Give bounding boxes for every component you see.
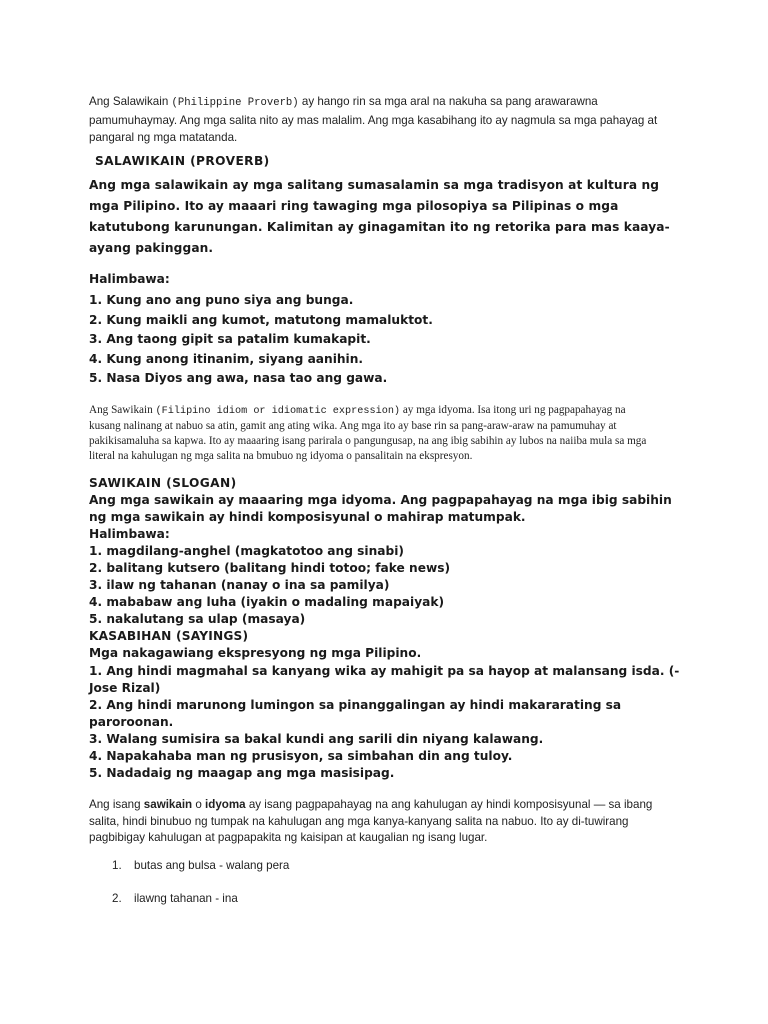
list-item <box>112 892 238 905</box>
kasabihan-heading: KASABIHAN (SAYINGS) <box>89 629 249 643</box>
sawikain-examples-list <box>89 543 679 628</box>
list-number: 1. <box>112 859 122 872</box>
list-item: 3. Ang taong gipit sa patalim kumakapit. <box>89 332 371 346</box>
list-text: ilawng tahanan - ina <box>134 892 238 905</box>
sawikain-intro-paragraph: Ang Sawikain (Filipino idiom or idiomatic expression) ay mga idyoma. Isa itong uri ng pagpapahayag na kusang nalinang at nabuo sa atin, gamit ang ating wika. Ang mga ito ay base rin sa pang-araw-araw na pamumuhay at pakikisamaluha sa kapwa. Ito ay maaaring isang parirala o pangungusap, na ang ibig sabihin ay lubos na naiiba mula sa mga literal na kahulugan ng mga salita na bmubuo ng idyoma o pansalitain na ekspresyon. <box>89 404 647 462</box>
list-item: 1. Kung ano ang puno siya ang bunga. <box>89 293 354 307</box>
intro-mono-term: (Philippine Proverb) <box>171 97 299 109</box>
list-item: 1. magdilang-anghel (magkatotoo ang sinabi) <box>89 544 404 558</box>
salawikain-halimbawa-label: Halimbawa: <box>89 272 170 286</box>
salawikain-examples-list <box>89 291 679 389</box>
list-item: 2. Ang hindi marunong lumingon sa pinanggalingan ay hindi makararating sa <box>89 698 622 712</box>
list-item: 4. Kung anong itinanim, siyang aanihin. <box>89 351 364 366</box>
sawikain-paragraph: Ang mga sawikain ay maaaring mga idyoma. Ang pagpapahayag na mga ibig sabihin ng mga sawikain ay hindi komposisyunal o mahirap matumpak. <box>89 493 672 524</box>
salawikain-paragraph: Ang mga salawikain ay mga salitang sumasalamin sa mga tradisyon at kultura ng mga Pilipino. Ito ay maaari ring tawaging mga pilosopiya sa Pilipinas o mga katutubong karunungan. Kalimitan ay ginagamitan ito ng retorika para mas kaaya- ayang pakinggan. <box>89 178 670 255</box>
list-text: butas ang bulsa - walang pera <box>134 859 290 872</box>
list-item: 1. Ang hindi magmahal sa kanyang wika ay mahigit pa sa hayop at malansang isda. (- <box>89 664 680 678</box>
list-item: Jose Rizal) <box>89 681 161 695</box>
list-item: 3. Walang sumisira sa bakal kundi ang sarili din niyang kalawang. <box>89 732 544 746</box>
salawikain-intro-paragraph <box>89 93 679 146</box>
idyoma-term: idyoma <box>205 798 246 811</box>
list-item: 5. nakalutang sa ulap (masaya) <box>89 612 306 626</box>
list-item: paroroonan. <box>89 715 174 729</box>
list-item: 5. Nadadaig ng maagap ang mga masisipag. <box>89 766 395 780</box>
kasabihan-examples-list <box>89 663 679 782</box>
intro-line-3: pangaral ng mga matatanda. <box>89 131 238 144</box>
list-item: 2. Kung maikli ang kumot, matutong mamaluktot. <box>89 312 433 327</box>
salawikain-heading: SALAWIKAIN (PROVERB) <box>95 154 270 168</box>
sawikain-term: sawikain <box>143 798 193 811</box>
kasabihan-paragraph: Mga nakagawiang ekspresyong ng mga Pilipino. <box>89 646 422 660</box>
list-item: 4. Napakahaba man ng prusisyon, sa simbahan din ang tuloy. <box>89 749 513 763</box>
list-item <box>112 859 289 872</box>
sawikain-heading: SAWIKAIN (SLOGAN) <box>89 476 237 490</box>
list-item: 4. mababaw ang luha (iyakin o madaling mapaiyak) <box>89 595 445 609</box>
intro-line-1: Ang Salawikain (Philippine Proverb) ay hango rin sa mga aral na nakuha sa pang arawarawna <box>89 95 598 109</box>
sawikain-mono-term: (Filipino idiom or idiomatic expression) <box>155 406 401 417</box>
intro-line-2: pamumuhaymay. Ang mga salita nito ay mas malalim. Ang mga kasabihang ito ay nagmula sa mga pahayag at <box>89 114 658 127</box>
list-item: 5. Nasa Diyos ang awa, nasa tao ang gawa. <box>89 371 388 385</box>
list-item: 2. balitang kutsero (balitang hindi totoo; fake news) <box>89 561 451 575</box>
sawikain-halimbawa-label: Halimbawa: <box>89 527 170 541</box>
idyoma-definition-paragraph: Ang isang sawikain o idyoma ay isang pagpapahayag na ang kahulugan ay hindi komposisyunal — sa ibang salita, hindi binubuo ng tumpak na kahulugan ang mga kanya-kanyang salita na nabuo. Ito ay di-tuwirang pagbibigay kahulugan at pagpapakita ng kaisipan at kaugalian ng isang lugar. <box>89 798 653 844</box>
list-item: 3. ilaw ng tahanan (nanay o ina sa pamilya) <box>89 578 390 592</box>
list-number: 2. <box>112 892 122 905</box>
